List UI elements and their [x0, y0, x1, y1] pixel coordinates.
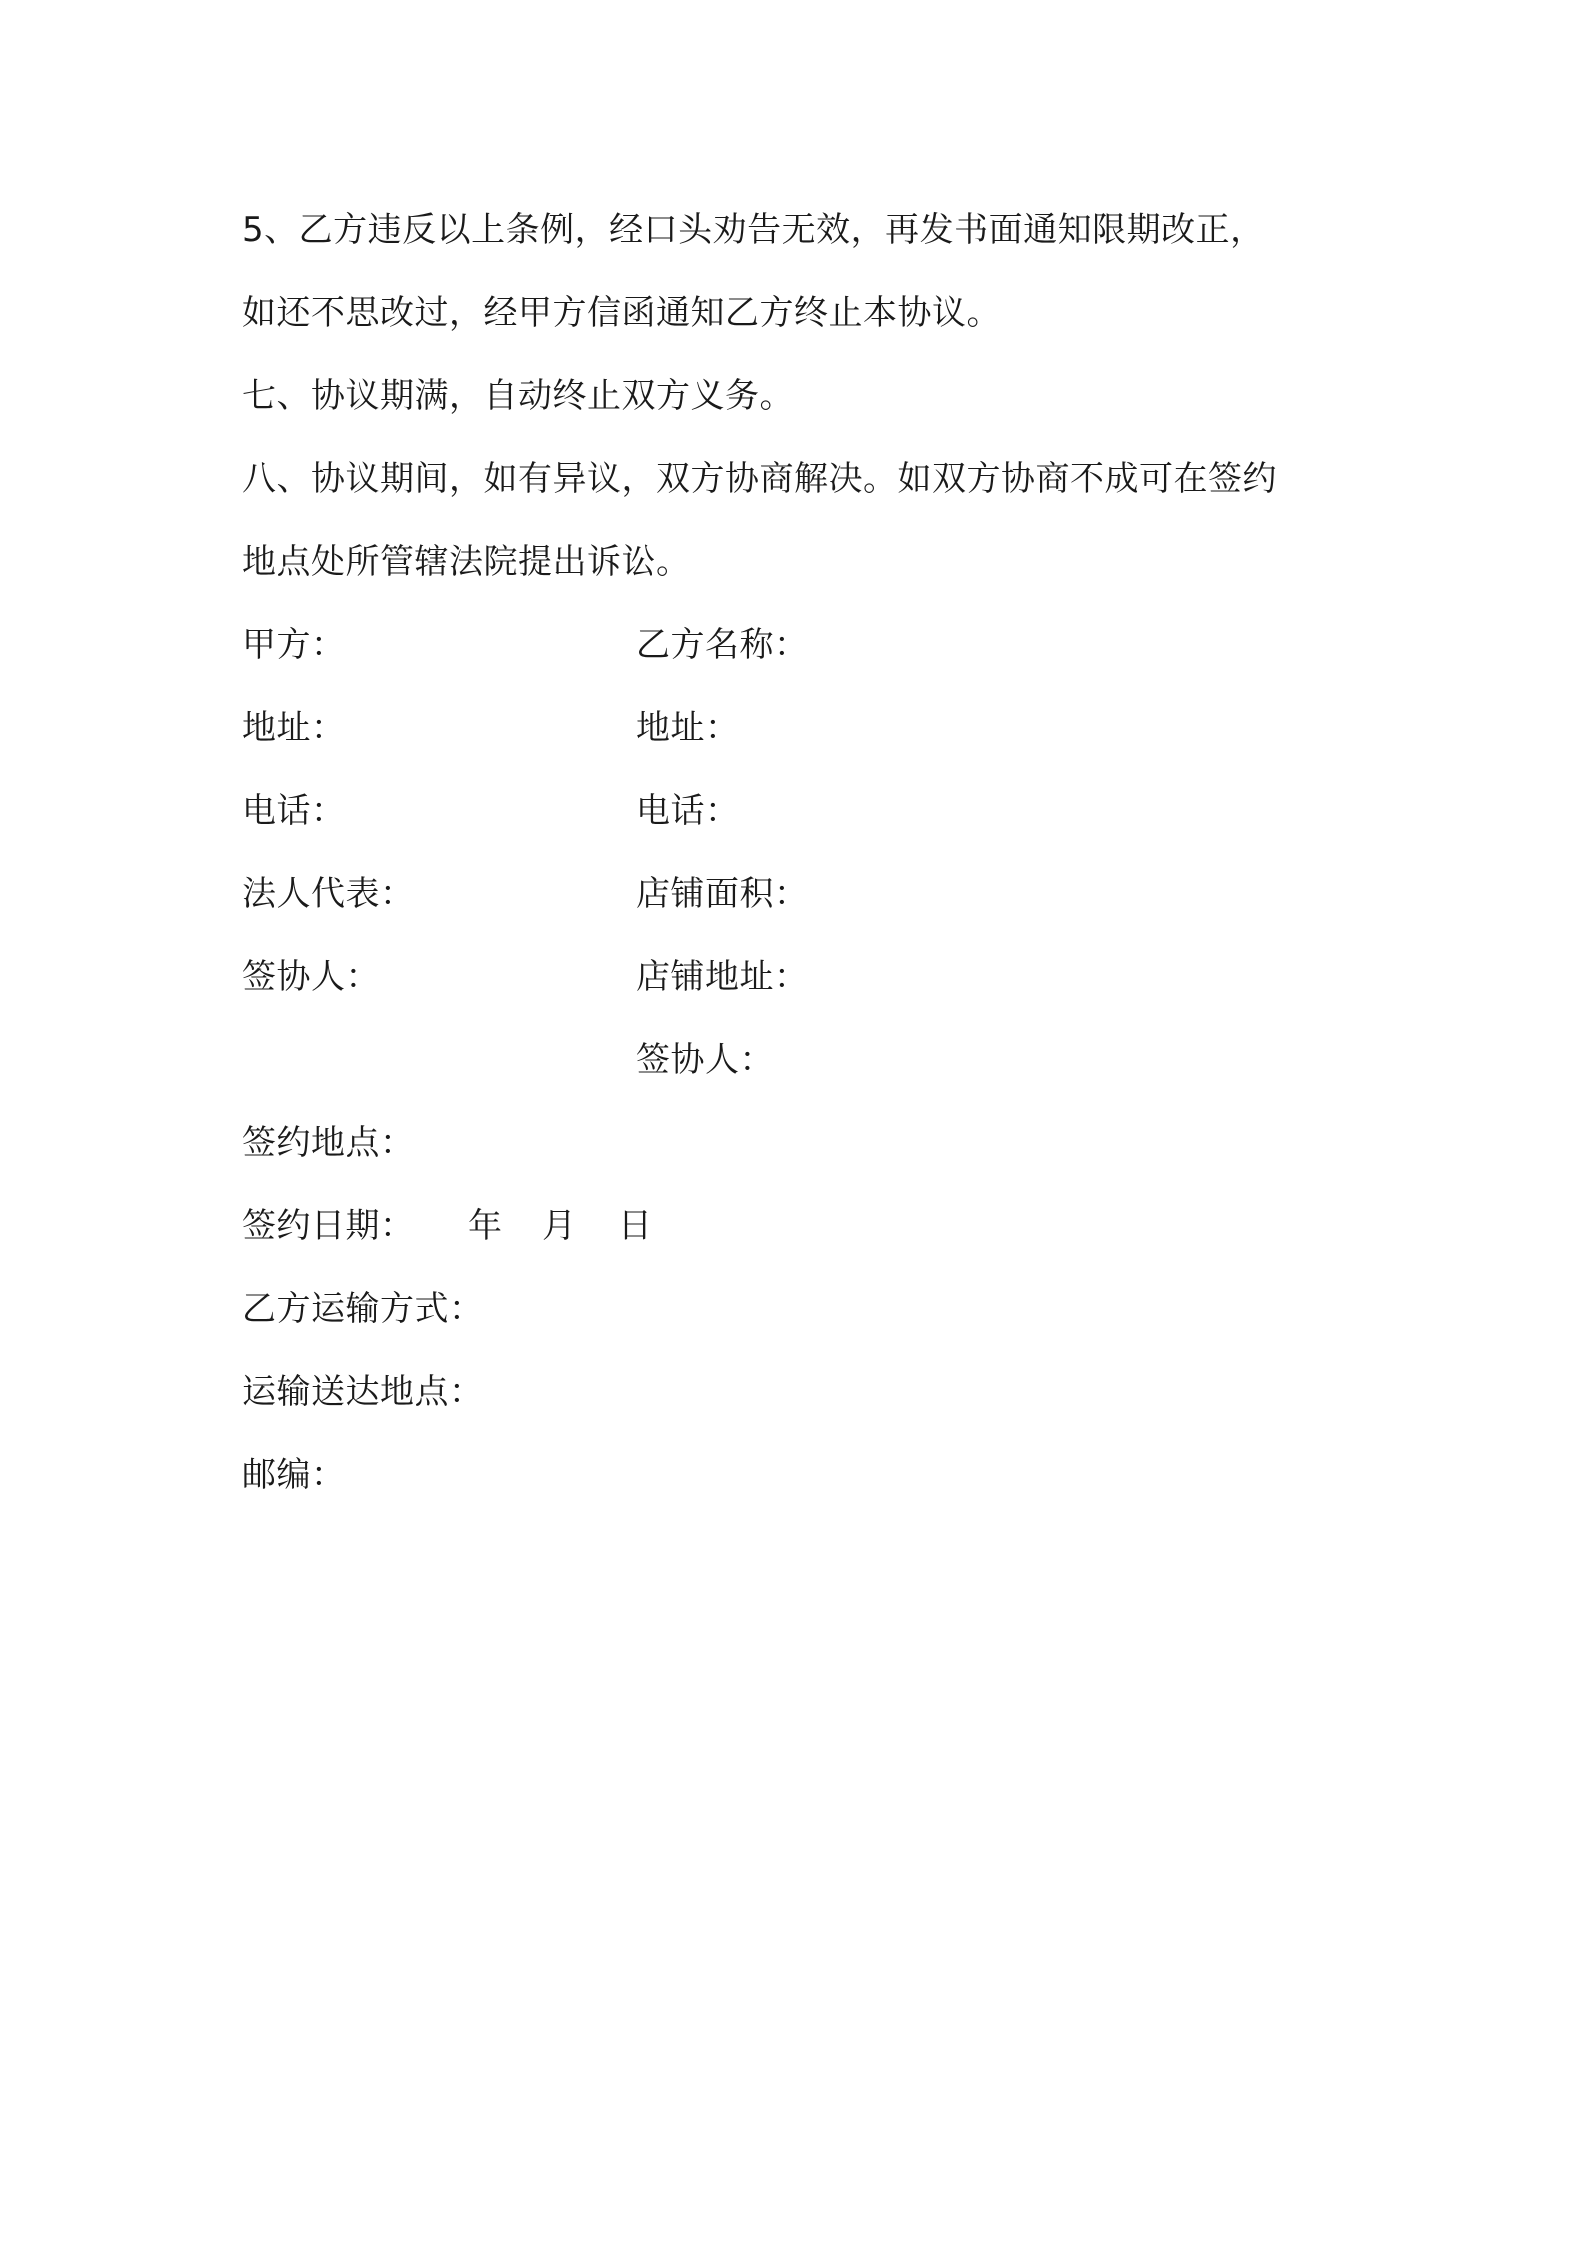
party-a-legal-rep-label: 法人代表：: [242, 874, 415, 914]
party-a-phone-label: 电话：: [242, 791, 346, 831]
clause-5-line-1: 5、乙方违反以上条例，经口头劝告无效，再发书面通知限期改正，: [242, 210, 1265, 250]
shipping-method-label: 乙方运输方式：: [242, 1289, 484, 1329]
signing-date-month: 月: [542, 1206, 576, 1246]
party-a-address-label: 地址：: [242, 708, 346, 748]
party-b-signatory-label: 签协人：: [636, 1040, 774, 1080]
signing-date-day: 日: [618, 1206, 652, 1246]
party-a-name-label: 甲方：: [242, 625, 346, 665]
postcode-label: 邮编：: [242, 1455, 346, 1495]
delivery-place-label: 运输送达地点：: [242, 1372, 484, 1412]
clause-5-line-2: 如还不思改过，经甲方信函通知乙方终止本协议。: [242, 293, 1001, 333]
party-b-name-label: 乙方名称：: [636, 625, 809, 665]
party-b-shop-address-label: 店铺地址：: [636, 957, 809, 997]
signing-place-label: 签约地点：: [242, 1123, 415, 1163]
party-a-signatory-label: 签协人：: [242, 957, 380, 997]
party-b-shop-area-label: 店铺面积：: [636, 874, 809, 914]
signing-date-year: 年: [468, 1206, 502, 1246]
clause-8-line-1: 八、协议期间，如有异议，双方协商解决。如双方协商不成可在签约: [242, 459, 1277, 499]
signing-date-label: 签约日期：: [242, 1206, 415, 1246]
clause-7: 七、协议期满，自动终止双方义务。: [242, 376, 794, 416]
party-b-phone-label: 电话：: [636, 791, 740, 831]
clause-8-line-2: 地点处所管辖法院提出诉讼。: [242, 542, 691, 582]
party-b-address-label: 地址：: [636, 708, 740, 748]
